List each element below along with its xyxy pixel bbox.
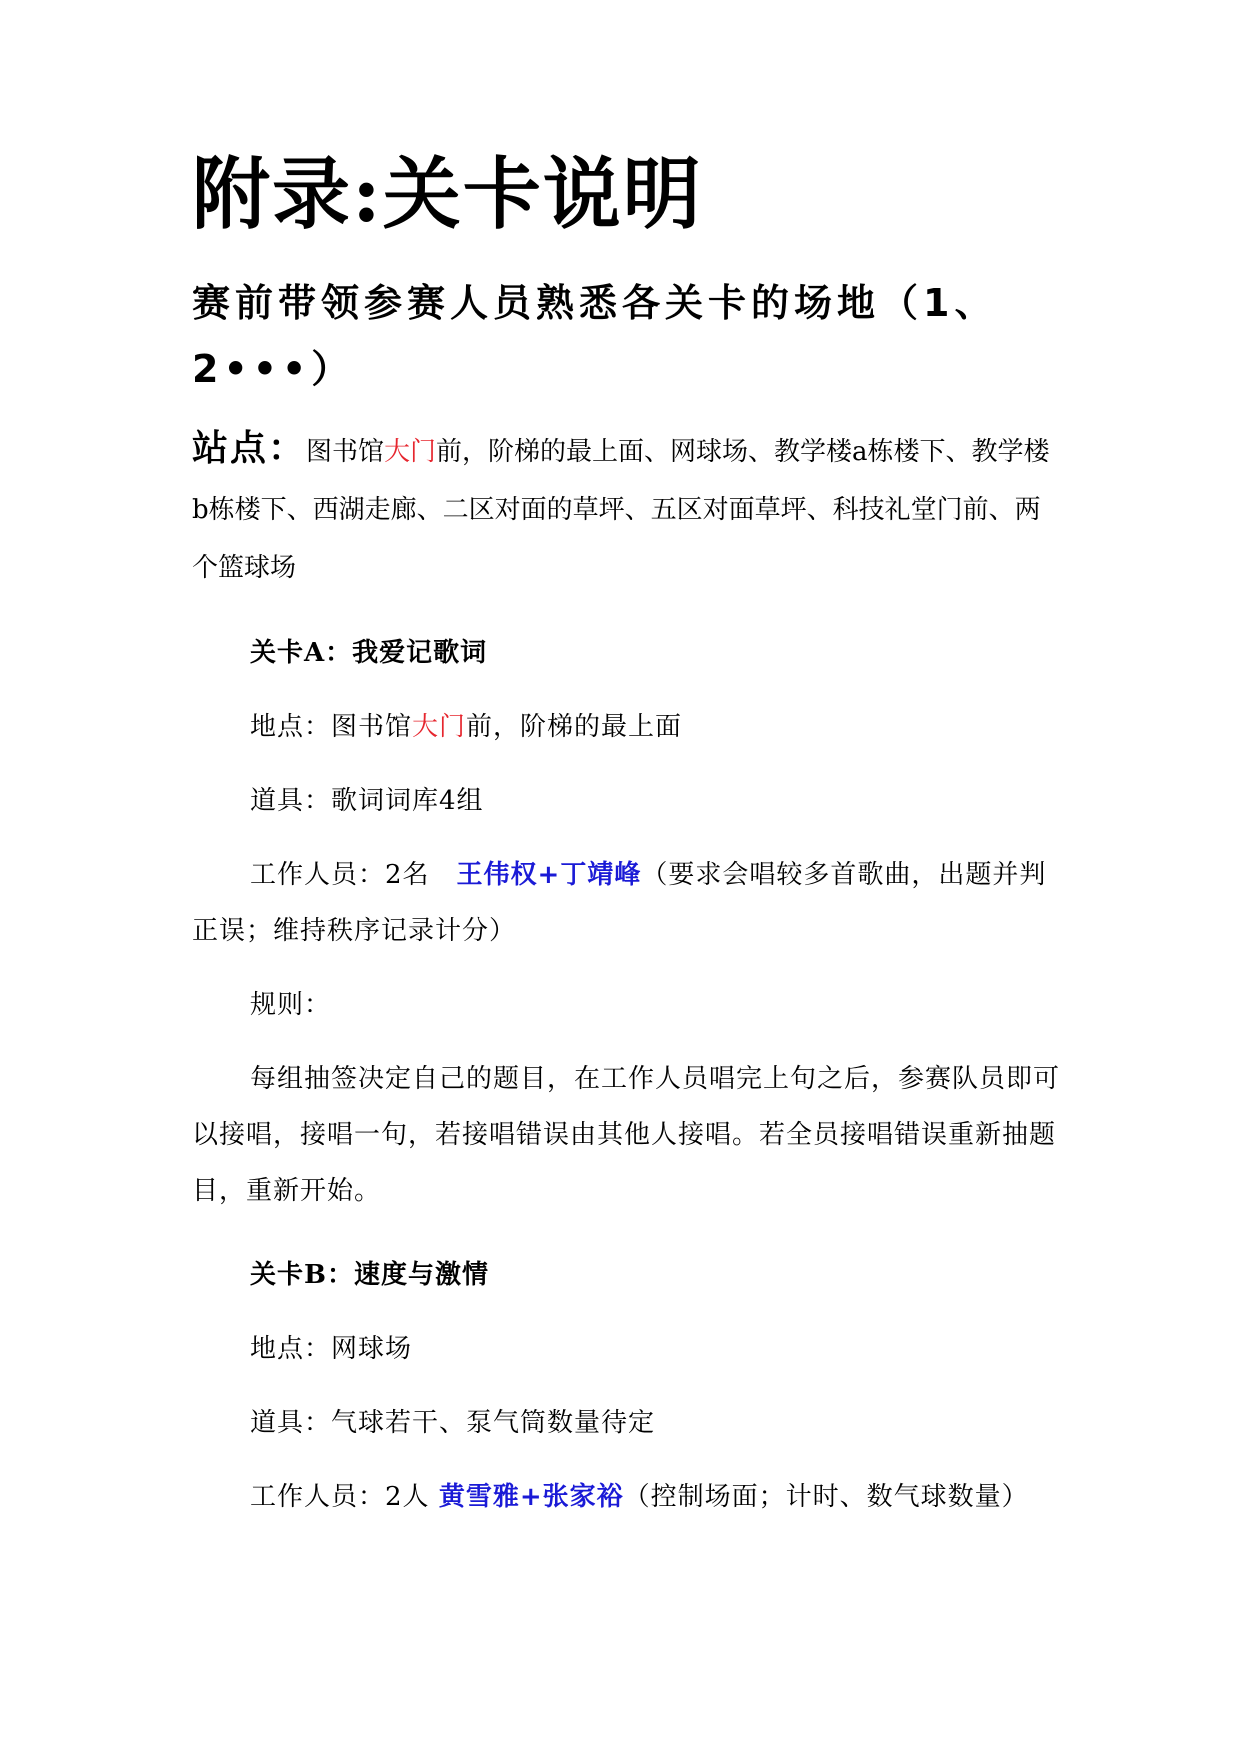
stations-text-before: 图书馆 xyxy=(306,437,385,467)
level-a-staff xyxy=(192,847,1062,959)
stations-label: 站点： xyxy=(192,428,307,469)
level-a-rules-text: 每组抽签决定自己的题目，在工作人员唱完上句之后，参赛队员即可以接唱，接唱一句，若接唱错误由其他人接唱。若全员接唱错误重新抽题目，重新开始。 xyxy=(192,1064,1061,1206)
level-b-location: 地点：网球场 xyxy=(250,1334,413,1364)
stations-text-after: 前，阶梯的最上面、网球场、教学楼a栋楼下、教学楼b栋楼下、西湖走廊、二区对面的草坪、五区对面草坪、科技礼堂门前、两个篮球场 xyxy=(192,437,1050,583)
level-a-staff-label: 工作人员：2名 xyxy=(250,860,457,890)
level-a-location-label: 地点： xyxy=(250,712,332,742)
level-a-staff-names: 王伟权+丁靖峰 xyxy=(456,860,642,890)
level-a-location-highlight: 大门 xyxy=(412,712,467,742)
stations-paragraph xyxy=(192,420,1062,597)
level-b-staff-note: （控制场面；计时、数气球数量） xyxy=(623,1482,1029,1512)
stations-highlight: 大门 xyxy=(384,437,437,467)
level-b-staff-names: 黄雪雅+张家裕 xyxy=(438,1482,624,1512)
level-a-props: 道具：歌词词库4组 xyxy=(250,786,484,816)
level-b-props: 道具：气球若干、泵气筒数量待定 xyxy=(250,1408,656,1438)
level-a-location xyxy=(192,699,1062,755)
level-a-title: 关卡A：我爱记歌词 xyxy=(250,638,488,668)
level-b-staff xyxy=(192,1469,1062,1525)
level-b-staff-label: 工作人员：2人 xyxy=(250,1482,439,1512)
document-content xyxy=(192,150,1062,1525)
level-a-staff-note: （要求会唱较多首歌曲，出题并判正误；维持秩序记录计分） xyxy=(192,860,1047,946)
level-a-location-after: 前，阶梯的最上面 xyxy=(466,712,683,742)
level-b-title: 关卡B：速度与激情 xyxy=(250,1260,489,1290)
page-title: 附录:关卡说明 xyxy=(192,149,703,240)
page-subtitle: 赛前带领参赛人员熟悉各关卡的场地（1、2•••） xyxy=(192,281,998,391)
level-a-rules-label: 规则： xyxy=(250,990,332,1020)
level-a-location-before: 图书馆 xyxy=(331,712,413,742)
